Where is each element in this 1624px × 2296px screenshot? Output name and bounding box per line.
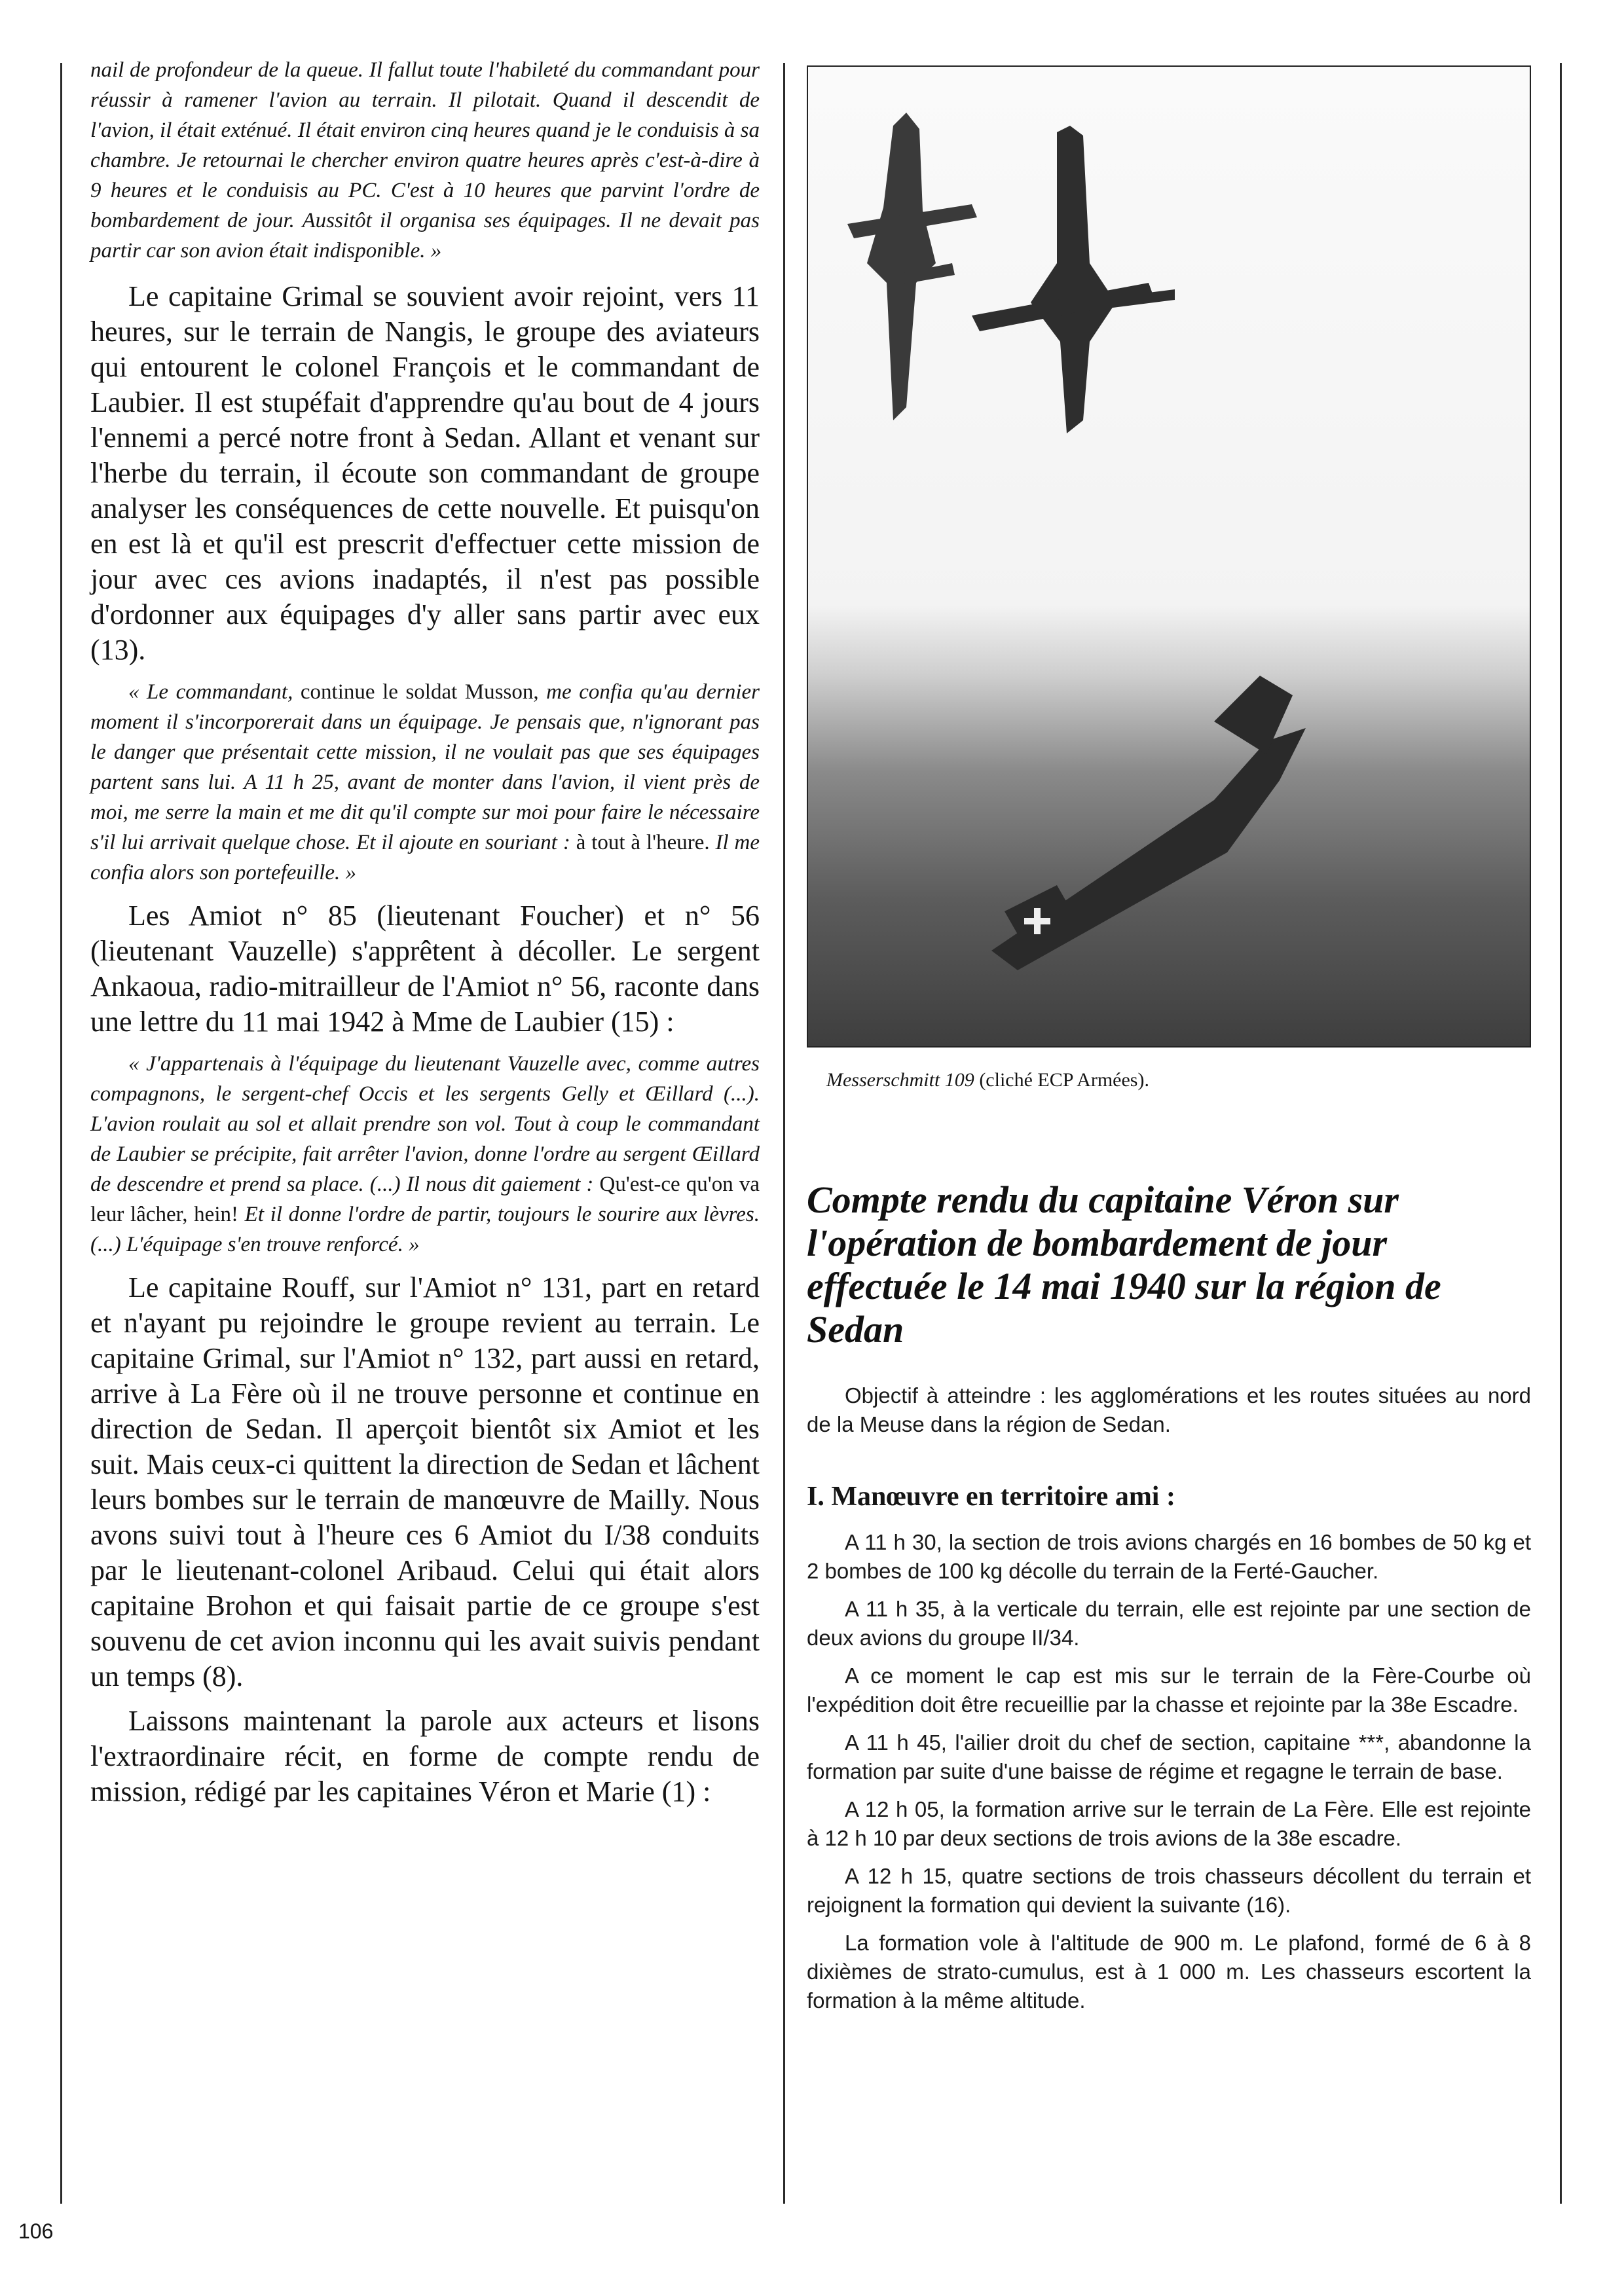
quote-musson-part-a: « Le commandant,	[128, 680, 293, 704]
caption-aircraft-name: Messerschmitt 109	[826, 1069, 974, 1091]
quote-ankaoua-part-b: Qu'est-ce qu'on va leur lâcher, hein!	[90, 1173, 760, 1226]
caption-credit: (cliché ECP Armées).	[974, 1069, 1149, 1091]
left-column	[90, 55, 760, 1819]
paragraph-grimal: Le capitaine Grimal se souvient avoir rejoint, vers 11 heures, sur le terrain de Nangis, le groupe des aviateurs qui entourent le colonel François et le commandant de Laubier. Il est stupéfait d'apprendre qu'au bout de 4 jours l'ennemi a percé notre front à Sedan. Allant et venant sur l'herbe du terrain, il écoute son commandant de groupe analyser les conséquences de cette nouvelle. Et puisqu'on en est là et qu'il est prescrit d'effectuer cette mission de jour avec ces avions inadaptés, il n'est pas possible d'ordonner aux équipages d'y aller sans partir avec eux (13).	[90, 280, 760, 666]
quote-musson-part-c: me confia qu'au dernier moment il s'incorporerait dans un équipage. Je pensais que, n'ignorant pas le danger que présentait cette mission, il ne voulait pas que ses équipages partent sans lui. A 11 h 25, avant de monter dans l'avion, il vient près de moi, me serre la main et me dit qu'il compte sur moi pour faire le nécessaire s'il lui arrivait quelque chose. Et il ajoute en souriant :	[90, 680, 760, 854]
aircraft-photo-drawing	[808, 67, 1531, 1048]
report-body	[807, 1381, 1531, 2024]
report-paragraph: A 12 h 05, la formation arrive sur le terrain de La Fère. Elle est rejointe à 12 h 10 par deux sections de trois avions de la 38e escadre.	[807, 1797, 1531, 1850]
aircraft-photo	[807, 65, 1531, 1048]
aircraft-upper-2	[972, 126, 1175, 433]
report-paragraph: A ce moment le cap est mis sur le terrain de la Fère-Courbe où l'expédition doit être recueillie par la chasse et rejointe par la 38e Escadre.	[807, 1664, 1531, 1717]
quote-musson	[90, 677, 760, 888]
quote-ankaoua-part-a: « J'appartenais à l'équipage du lieutenant Vauzelle avec, comme autres compagnons, le sergent-chef Occis et les sergents Gelly et Œillard (...). L'avion roulait au sol et allait prendre son vol. Tout à coup le commandant de Laubier se précipite, fait arrêter l'avion, donne l'ordre au sergent Œillard de descendre et prend sa place. (...) Il nous dit gaiement :	[90, 1052, 760, 1196]
quote-continuation: nail de profondeur de la queue. Il fallut toute l'habileté du commandant pour réussir à ramener l'avion au terrain. Il pilotait. Quand il descendit de l'avion, il était exténué. Il était environ cinq heures quand je le conduisis à sa chambre. Je retournai le chercher environ quatre heures après c'est-à-dire à 9 heures et le conduisis au PC. C'est à 10 heures que parvint l'ordre de bombardement de jour. Aussitôt il organisa ses équipages. Il ne devait pas partir car son avion était indisponible. »	[90, 58, 760, 263]
quote-ankaoua	[90, 1049, 760, 1260]
left-margin-rule	[60, 63, 62, 2204]
report-paragraph: A 11 h 30, la section de trois avions chargés en 16 bombes de 50 kg et 2 bombes de 100 kg décolle du terrain de la Ferté-Gaucher.	[807, 1530, 1531, 1583]
column-divider-rule	[783, 63, 785, 2204]
quote-ankaoua-part-c: Et il donne l'ordre de partir, toujours le sourire aux lèvres. (...) L'équipage s'en trouve renforcé. »	[90, 1203, 760, 1256]
report-paragraph: A 12 h 15, quatre sections de trois chasseurs décollent du terrain et rejoignent la formation qui devient la suivante (16).	[807, 1864, 1531, 1917]
quote-musson-part-e: Il me confia alors son portefeuille. »	[90, 831, 760, 884]
report-heading: Compte rendu du capitaine Véron sur l'opération de bombardement de jour effectuée le 14 mai 1940 sur la région de Sedan	[807, 1178, 1441, 1351]
paragraph-amiot: Les Amiot n° 85 (lieutenant Foucher) et n° 56 (lieutenant Vauzelle) s'apprêtent à décoller. Le sergent Ankaoua, radio-mitrailleur de l'Amiot n° 56, raconte dans une lettre du 11 mai 1942 à Mme de Laubier (15) :	[90, 900, 760, 1038]
aircraft-upper-1	[847, 113, 977, 420]
report-objective: Objectif à atteindre : les agglomérations et les routes situées au nord de la Meuse dans la région de Sedan.	[807, 1383, 1531, 1436]
paragraph-laissons: Laissons maintenant la parole aux acteurs et lisons l'extraordinaire récit, en forme de compte rendu de mission, rédigé par les capitaines Véron et Marie (1) :	[90, 1705, 760, 1808]
quote-musson-part-d: à tout à l'heure.	[570, 831, 716, 854]
report-paragraph: La formation vole à l'altitude de 900 m. Le plafond, formé de 6 à 8 dixièmes de strato-cumulus, est à 1 000 m. Les chasseurs escortent la formation à la même altitude.	[807, 1931, 1531, 2013]
page-number: 106	[18, 2219, 54, 2243]
report-paragraph: A 11 h 45, l'ailier droit du chef de section, capitaine ***, abandonne la formation par suite d'une baisse de régime et regagne le terrain de base.	[807, 1730, 1531, 1783]
paragraph-rouff: Le capitaine Rouff, sur l'Amiot n° 131, part en retard et n'ayant pu rejoindre le groupe revient au terrain. Le capitaine Grimal, sur l'Amiot n° 132, part aussi en retard, arrive à La Fère où il ne trouve personne et continue en direction de Sedan. Il aperçoit bientôt six Amiot et les suit. Mais ceux-ci quittent la direction de Sedan et lâchent leurs bombes sur le terrain de manœuvre de Mailly. Nous avons suivi tout à l'heure ces 6 Amiot du I/38 conduits par le lieutenant-colonel Aribaud. Celui qui était alors capitaine Brohon et qui faisait partie de ce groupe s'est souvenu de cet avion inconnu qui les avait suivis pendant un temps (8).	[90, 1271, 760, 1692]
quote-musson-part-b: continue le soldat Musson,	[293, 680, 547, 704]
report-paragraph: A 11 h 35, à la verticale du terrain, elle est rejointe par une section de deux avions du groupe II/34.	[807, 1597, 1531, 1650]
photo-caption	[826, 1067, 1149, 1093]
report-section-title: I. Manœuvre en territoire ami :	[807, 1482, 1175, 1512]
right-margin-rule	[1560, 63, 1562, 2204]
